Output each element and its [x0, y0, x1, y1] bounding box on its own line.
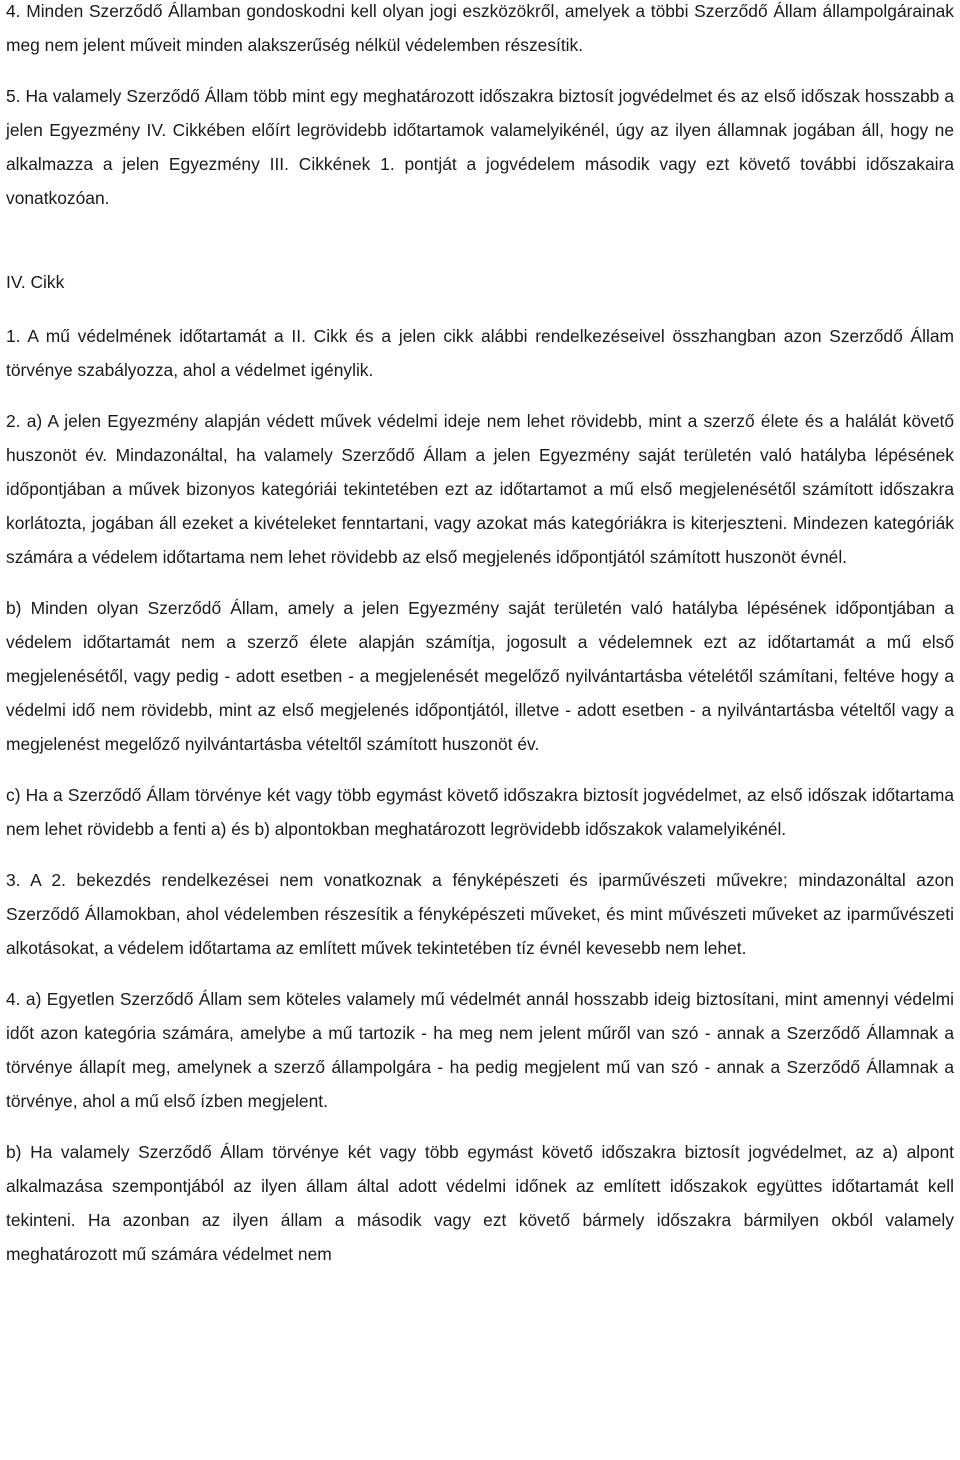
paragraph-article4-point2b: b) Minden olyan Szerződő Állam, amely a jelen Egyezmény saját területén való hatályba lépésének időpontjában a védelem időtartamát nem a szerző élete alapján számítja, jogosult a védelemnek ezt az időtartamát a mű első megjelenésétől, vagy pedig - adott esetben - a megjelenését megelőző nyilvántartásba vételétől számítani, feltéve hogy a védelmi idő nem rövidebb, mint az első megjelenés időpontjától, illetve - adott esetben - a nyilvántartásba vételtől vagy a megjelenést megelőző nyilvántartásba vételtől számított huszonöt év. [6, 598, 954, 754]
paragraph-article4-point2c: c) Ha a Szerződő Állam törvénye két vagy több egymást követő időszakra biztosít jogvédelmet, az első időszak időtartama nem lehet rövidebb a fenti a) és b) alpontokban meghatározott legrövidebb időszakok valamelyikénél. [6, 785, 954, 839]
paragraph-article4-point4a: 4. a) Egyetlen Szerződő Állam sem köteles valamely mű védelmét annál hosszabb ideig biztosítani, mint amennyi védelmi időt azon kategória számára, amelybe a mű tartozik - ha meg nem jelent műről van szó - annak a Szerződő Államnak a törvénye állapít meg, amelynek a szerző állampolgára - ha pedig megjelent mű van szó - annak a Szerződő Államnak a törvénye, ahol a mű első ízben megjelent. [6, 989, 954, 1111]
paragraph-article4-point4b: b) Ha valamely Szerződő Állam törvénye két vagy több egymást követő időszakra biztosít jogvédelmet, az a) alpont alkalmazása szempontjából az ilyen állam által adott védelmi időnek az említett időszakok együttes időtartamát kell tekinteni. Ha azonban az ilyen állam a második vagy ezt követő bármely időszakra bármilyen okból valamely meghatározott mű számára védelmet nem [6, 1142, 954, 1264]
paragraph-article4-point1: 1. A mű védelmének időtartamát a II. Cikk és a jelen cikk alábbi rendelkezéseivel összhangban azon Szerződő Állam törvénye szabályozza, ahol a védelmet igénylik. [6, 326, 954, 380]
paragraph-article4-point2a: 2. a) A jelen Egyezmény alapján védett művek védelmi ideje nem lehet rövidebb, mint a szerző élete és a halálát követő huszonöt év. Mindazonáltal, ha valamely Szerződő Állam a jelen Egyezmény saját területén való hatályba lépésének időpontjában a művek bizonyos kategóriái tekintetében ezt az időtartamot a mű első megjelenésétől számított időszakra korlátozta, jogában áll ezeket a kivételeket fenntartani, vagy azokat más kategóriákra is kiterjeszteni. Mindezen kategóriák számára a védelem időtartama nem lehet rövidebb az első megjelenés időpontjától számított huszonöt évnél. [6, 411, 954, 567]
article-heading: IV. Cikk [6, 272, 65, 292]
paragraph-article4-point3: 3. A 2. bekezdés rendelkezései nem vonatkoznak a fényképészeti és iparművészeti művekre; mindazonáltal azon Szerződő Államokban, ahol védelemben részesítik a fényképészeti műveket, és mint művészeti műveket az iparművészeti alkotásokat, a védelem időtartama az említett művek tekintetében tíz évnél kevesebb nem lehet. [6, 870, 954, 958]
paragraph-article3-point4: 4. Minden Szerződő Államban gondoskodni kell olyan jogi eszközökről, amelyek a többi Szerződő Állam állampolgárainak meg nem jelent műveit minden alakszerűség nélkül védelemben részesítik. [6, 1, 954, 55]
paragraph-article3-point5: 5. Ha valamely Szerződő Állam több mint egy meghatározott időszakra biztosít jogvédelmet és az első időszak hosszabb a jelen Egyezmény IV. Cikkében előírt legrövidebb időtartamok valamelyikénél, úgy az ilyen államnak jogában áll, hogy ne alkalmazza a jelen Egyezmény III. Cikkének 1. pontját a jogvédelem második vagy ezt követő további időszakaira vonatkozóan. [6, 86, 954, 208]
